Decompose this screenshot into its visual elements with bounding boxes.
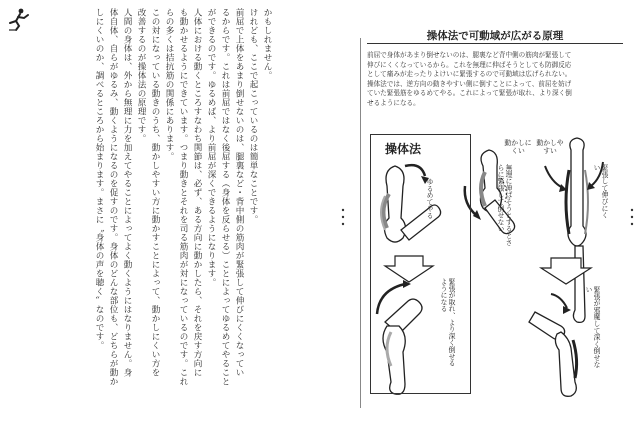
body-column: 改善するのが操体法の原理です。 (136, 8, 146, 143)
sotai-method-box (370, 134, 471, 394)
body-column: 人間の身体は、外から無理に力を加えてやることによってよく動くようにはなりません。身 (122, 8, 132, 377)
annotation-hard-to-move: 動かしにくい (504, 139, 532, 155)
explanation-line: として痛みが走ったりよけいに緊張するので可動域は広げられない。 (367, 70, 572, 79)
explanation-text (367, 51, 623, 109)
annotation-blocked: 緊張が邪魔して深く倒せない (584, 286, 600, 368)
explanation-line: 前屈で身体があまり倒せないのは、腿裏など背中側の筋肉が緊張して (367, 51, 572, 59)
annotation-released: 緊張が取れ、より深く倒せるようになる (439, 278, 455, 367)
annotation-loosen: ゆるめてやる (425, 178, 433, 219)
body-column: も動かせるようにできています。つまり動きとそれを司る筋肉が対になっているのです。これ (178, 8, 188, 386)
body-column: けれども、ここで起こっているのは簡単なことです。 (248, 8, 258, 224)
explanation-line: 伸びにくくなっているから。これを無理に伸ばそうとしても防御反応 (367, 60, 572, 69)
joint-illustration-blocked (529, 294, 577, 396)
page-edge-dots (629, 207, 635, 227)
annotation-tense: 緊張して伸びにくい (592, 164, 608, 219)
body-column: ができるのです。ゆるめば、より前屈が深くできるようになります。 (206, 8, 216, 287)
figure-pictogram-icon (6, 6, 32, 32)
annotation-easy-to-move: 動かしやすい (536, 139, 564, 155)
body-column: この対になっている動きのうち、動かしやすい方に動かすことによって、動かしにくい方を (150, 8, 160, 377)
body-column: 前屈で上体をあまり倒せないのは、腿裏など・背中側の筋肉が緊張して伸びにくくなってい (234, 8, 244, 377)
body-column: 人体における動くところすなわち関節は、必ず、ある方向に動かしたら、それを戻す方向に (192, 8, 202, 377)
body-column: 体自体、自らがゆるみ、動くようになるのを促すのです。身体のどんな部位も、どちらが動か (108, 8, 118, 386)
explanation-line: 操体法では、逆方向の動きやすい側に倒すことによって、前屈を妨げ (367, 79, 572, 88)
margin-rule (360, 38, 361, 408)
box-label: 操体法 (385, 142, 422, 156)
explanation-line: せるようになる。 (367, 98, 420, 107)
body-column: るからです。これは前屈ではなく後屈する（身体を反らせる）ことによってゆるめてやること (220, 8, 230, 386)
annotation-forced: 無理に伸ばそうとするとさらに緊張して倒せない (496, 164, 512, 246)
body-column: らの多くは拮抗筋の関係にあります。 (164, 8, 174, 161)
section-title: 操体法で可動域が広がる原理 (367, 30, 623, 44)
explanation-line: ていた緊張筋をゆるめてやる。これによって緊張が取れ、より深く倒 (367, 89, 572, 98)
body-column: かもしれません。 (262, 8, 272, 80)
body-column: しにくいのか、調べるところから始まります。まさに〝身体の声を聴く〟なのです。 (94, 8, 104, 350)
